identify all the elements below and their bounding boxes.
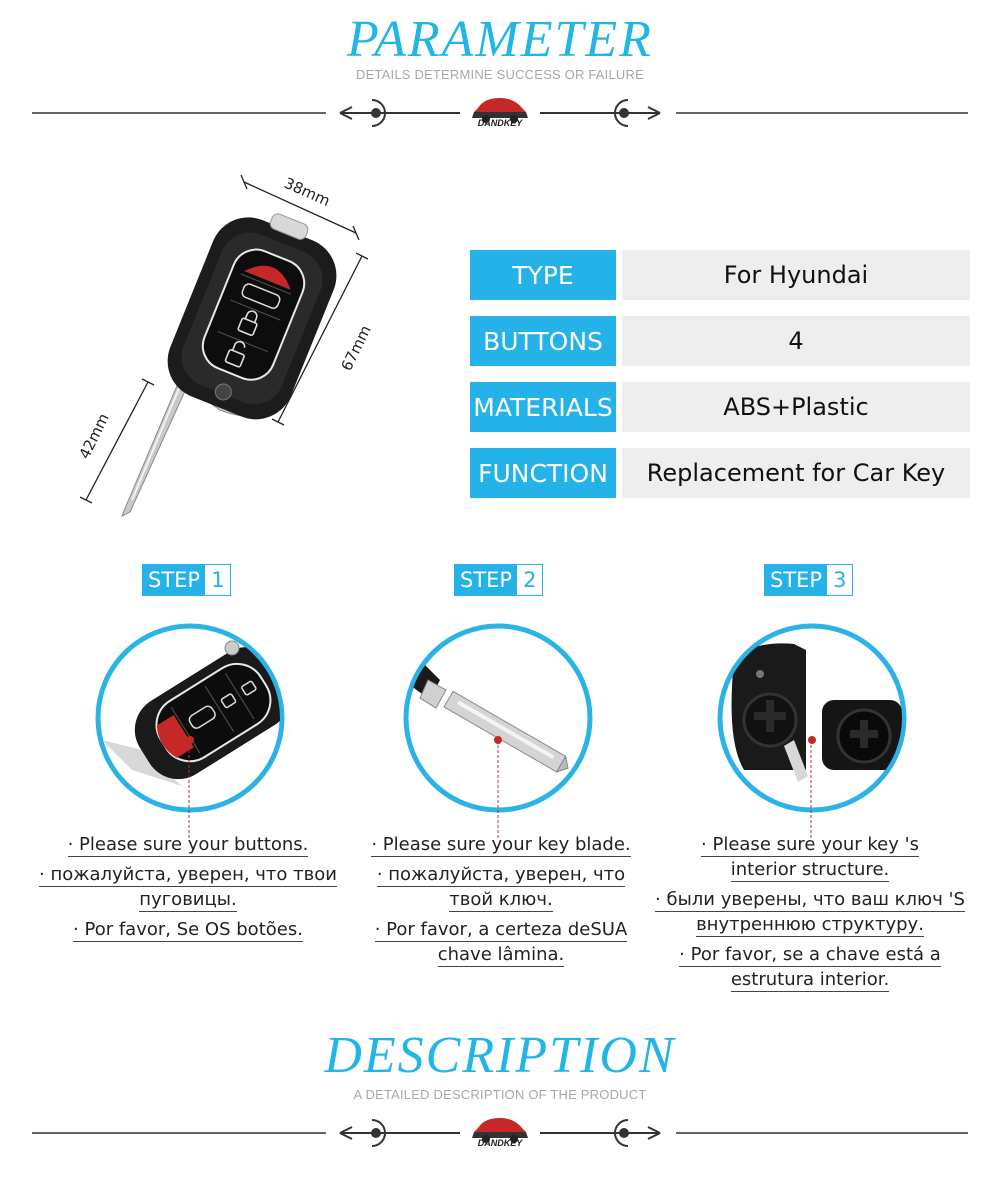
key-dimension-diagram <box>60 160 400 540</box>
step-text-line: · Por favor, Se OS botões. <box>73 919 303 940</box>
step-text-line: внутреннюю структуру. <box>696 914 924 935</box>
step-word: STEP <box>143 565 205 595</box>
key-blade <box>122 374 190 516</box>
spec-value: For Hyundai <box>622 250 970 300</box>
step-2-badge <box>454 564 543 596</box>
arrow-right-ornament-icon <box>540 100 660 126</box>
brand-logo-text: DANDKEY <box>477 118 523 128</box>
step-text-line: · Please sure your key blade. <box>371 834 631 855</box>
step-1-text <box>30 832 346 947</box>
parameter-divider <box>0 84 1000 144</box>
step-text-line: · Please sure your key 's <box>701 834 919 855</box>
step-2-text <box>344 832 658 972</box>
spec-row-buttons <box>470 316 970 366</box>
parameter-title: PARAMETER <box>347 11 653 68</box>
step-text-line: estrutura interior. <box>730 969 890 990</box>
step-word: STEP <box>455 565 517 595</box>
step-number: 3 <box>833 568 847 592</box>
spec-label: FUNCTION <box>470 448 616 498</box>
key-body <box>156 195 352 431</box>
blade-dimension-label: 42mm <box>75 410 113 462</box>
step-text-line: chave lâmina. <box>437 944 565 965</box>
step-text-line: · Please sure your buttons. <box>67 834 309 855</box>
spec-value: Replacement for Car Key <box>622 448 970 498</box>
description-title: DESCRIPTION <box>324 1027 676 1084</box>
spec-value: 4 <box>622 316 970 366</box>
step-3-text <box>650 832 970 997</box>
step-text-line: · были уверены, что ваш ключ 'S <box>655 889 965 910</box>
description-divider <box>0 1104 1000 1164</box>
step-1-badge <box>142 564 231 596</box>
step-1-pointer <box>186 740 192 840</box>
height-dimension-label: 67mm <box>337 322 375 374</box>
arrow-left-ornament-icon <box>340 100 460 126</box>
step-word: STEP <box>765 565 827 595</box>
step-text-line: interior structure. <box>730 859 890 880</box>
arrow-left-ornament-icon <box>340 1120 460 1146</box>
step-text-line: твой ключ. <box>449 889 553 910</box>
parameter-subtitle: DETAILS DETERMINE SUCCESS OR FAILURE <box>356 67 644 82</box>
step-text-line: · пожалуйста, уверен, что твои <box>39 864 337 885</box>
spec-row-function <box>470 448 970 498</box>
spec-label: TYPE <box>470 250 616 300</box>
brand-logo-text: DANDKEY <box>477 1138 523 1148</box>
description-subtitle: A DETAILED DESCRIPTION OF THE PRODUCT <box>353 1087 647 1102</box>
step-number: 1 <box>211 568 225 592</box>
step-text-line: пуговицы. <box>139 889 237 910</box>
spec-row-materials <box>470 382 970 432</box>
step-2-pointer <box>495 740 501 840</box>
step-text-line: · Por favor, se a chave está a <box>679 944 941 965</box>
arrow-right-ornament-icon <box>540 1120 660 1146</box>
step-3-pointer <box>808 740 814 840</box>
step-text-line: · Por favor, a certeza deSUA <box>374 919 628 940</box>
spec-value: ABS+Plastic <box>622 382 970 432</box>
step-3-badge <box>764 564 853 596</box>
spec-label: MATERIALS <box>470 382 616 432</box>
width-dimension-label: 38mm <box>281 173 333 211</box>
step-text-line: · пожалуйста, уверен, что <box>376 864 626 885</box>
spec-row-type <box>470 250 970 300</box>
spec-label: BUTTONS <box>470 316 616 366</box>
step-number: 2 <box>523 568 537 592</box>
